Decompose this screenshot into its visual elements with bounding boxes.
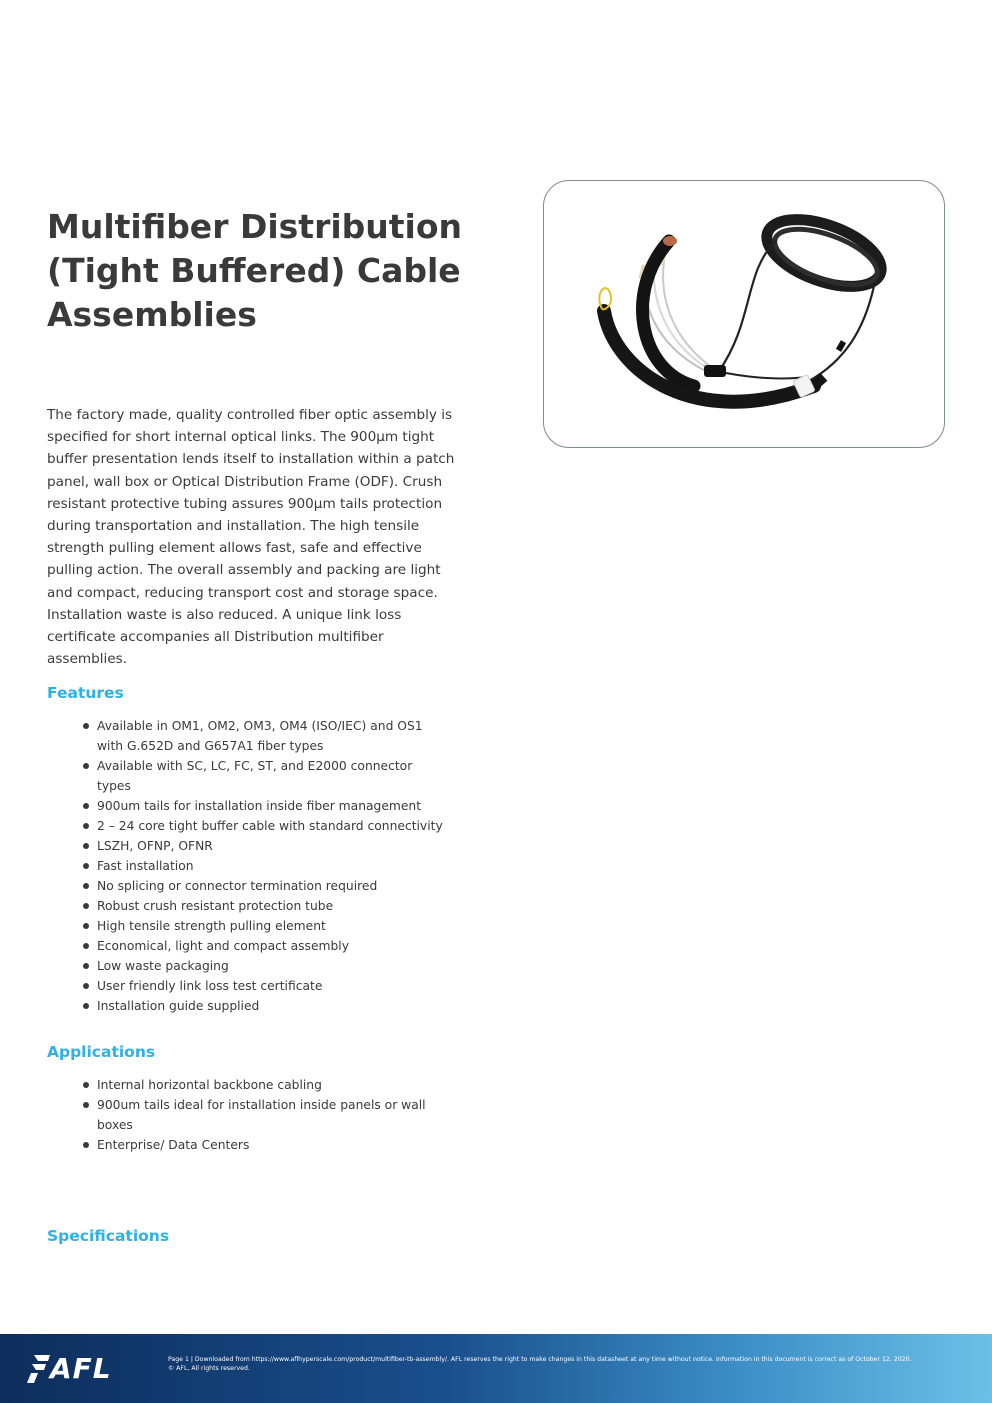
- applications-list: [47, 1075, 447, 1155]
- list-item: 900um tails ideal for installation inside panels or wall boxes: [97, 1095, 447, 1135]
- list-item: Available in OM1, OM2, OM3, OM4 (ISO/IEC) and OS1 with G.652D and G657A1 fiber types: [97, 716, 447, 756]
- list-item: LSZH, OFNP, OFNR: [97, 836, 447, 856]
- list-item: Economical, light and compact assembly: [97, 936, 447, 956]
- applications-heading: Applications: [47, 1043, 156, 1061]
- footer-line-1: Page 1 | Downloaded from https://www.aflhyperscale.com/product/multifiber-tb-assembly/. AFL reserves the right to make changes in this datasheet at any time without notice. Information in this document is correct as of October 12, 2020.: [168, 1356, 912, 1363]
- list-item: 2 – 24 core tight buffer cable with standard connectivity: [97, 816, 447, 836]
- page-title: Multifiber Distribution (Tight Buffered) Cable Assemblies: [47, 207, 463, 334]
- list-item: Internal horizontal backbone cabling: [97, 1075, 447, 1095]
- list-item: High tensile strength pulling element: [97, 916, 447, 936]
- list-item: Installation guide supplied: [97, 996, 447, 1016]
- features-list: [47, 716, 447, 1016]
- list-item: Available with SC, LC, FC, ST, and E2000 connector types: [97, 756, 447, 796]
- list-item: Robust crush resistant protection tube: [97, 896, 447, 916]
- list-item: Fast installation: [97, 856, 447, 876]
- footer-line-2: © AFL, All rights reserved.: [168, 1365, 250, 1372]
- cable-assembly-illustration: [544, 181, 944, 447]
- list-item: User friendly link loss test certificate: [97, 976, 447, 996]
- afl-logo-text: AFL: [50, 1352, 112, 1385]
- list-item: Low waste packaging: [97, 956, 447, 976]
- intro-paragraph: The factory made, quality controlled fiber optic assembly is specified for short internal optical links. The 900µm tight buffer presentation lends itself to installation within a patch panel, wall box or Optical Distribution Frame (ODF). Crush resistant protective tubing assures 900µm tails protection during transportation and installation. The high tensile strength pulling element allows fast, safe and effective pulling action. The overall assembly and packing are light and compact, reducing transport cost and storage space. Installation waste is also reduced. A unique link loss certificate accompanies all Distribution multifiber assemblies.: [47, 407, 455, 668]
- features-heading: Features: [47, 684, 124, 702]
- afl-logo: [26, 1353, 126, 1385]
- list-item: Enterprise/ Data Centers: [97, 1135, 447, 1155]
- footer-note: [168, 1355, 978, 1373]
- list-item: No splicing or connector termination required: [97, 876, 447, 896]
- page-footer: [0, 1334, 992, 1403]
- list-item: 900um tails for installation inside fiber management: [97, 796, 447, 816]
- product-photo: [543, 180, 945, 448]
- specifications-heading: Specifications: [47, 1227, 170, 1245]
- afl-logo-mark-icon: [26, 1353, 52, 1385]
